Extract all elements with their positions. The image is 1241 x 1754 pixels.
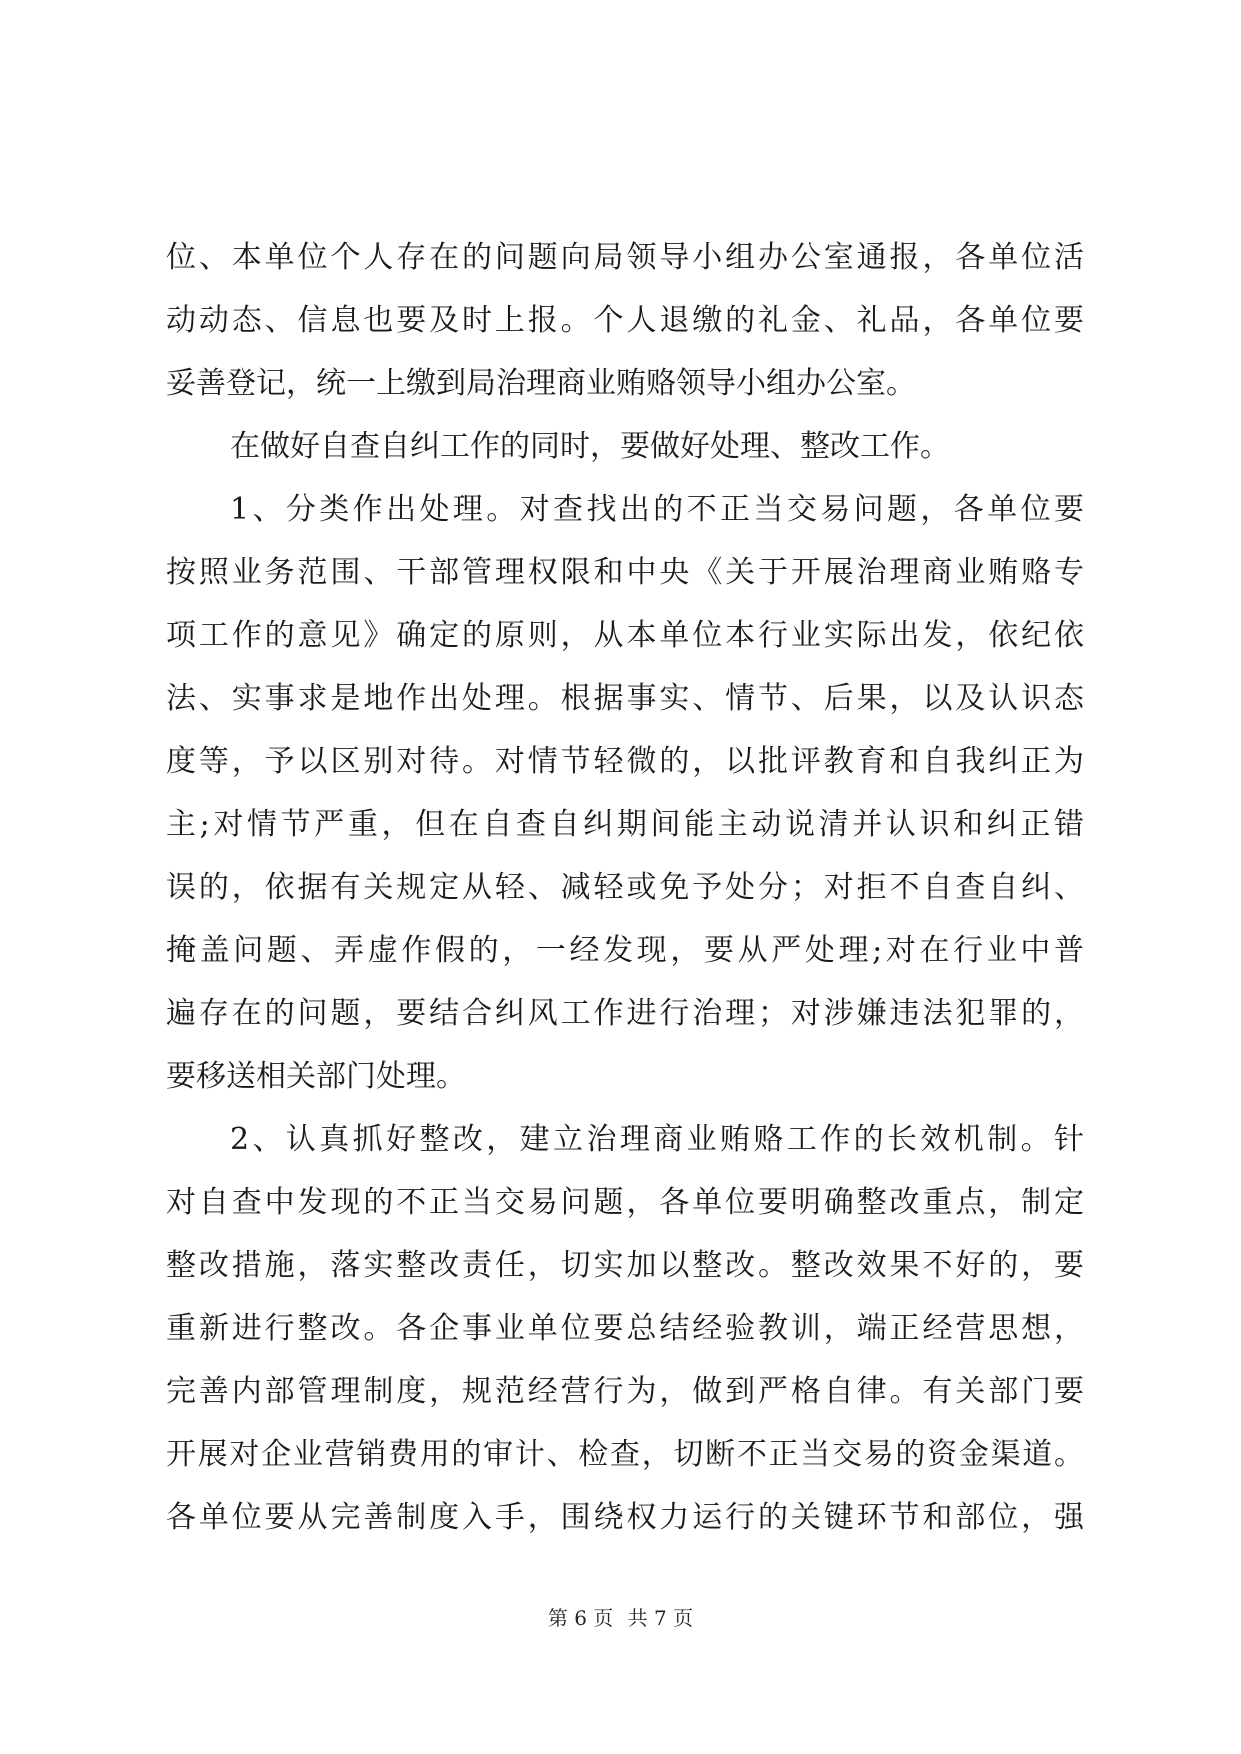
text-line: 动动态、信息也要及时上报。个人退缴的礼金、礼品，各单位要 xyxy=(166,303,1084,338)
paragraph-start-line: 1、分类作出处理。对查找出的不正当交易问题，各单位要 xyxy=(230,492,1084,527)
text-line: 对自查中发现的不正当交易问题，各单位要明确整改重点，制定 xyxy=(166,1185,1084,1220)
text-line: 开展对企业营销费用的审计、检查，切断不正当交易的资金渠道。 xyxy=(166,1437,1084,1472)
paragraph-start-line: 2、认真抓好整改，建立治理商业贿赂工作的长效机制。针 xyxy=(230,1122,1084,1157)
text-line: 遍存在的问题，要结合纠风工作进行治理；对涉嫌违法犯罪的， xyxy=(166,996,1084,1031)
page-number: 第 6 页 xyxy=(547,1606,614,1630)
text-line: 主;对情节严重，但在自查自纠期间能主动说清并认识和纠正错 xyxy=(166,807,1084,842)
text-line: 位、本单位个人存在的问题向局领导小组办公室通报，各单位活 xyxy=(166,240,1084,275)
text-line: 完善内部管理制度，规范经营行为，做到严格自律。有关部门要 xyxy=(166,1374,1084,1409)
page-total: 共 7 页 xyxy=(627,1606,694,1630)
text-line: 要移送相关部门处理。 xyxy=(166,1059,466,1094)
text-line: 项工作的意见》确定的原则，从本单位本行业实际出发，依纪依 xyxy=(166,618,1084,653)
document-body xyxy=(166,226,1084,1549)
paragraph-start-line: 在做好自查自纠工作的同时，要做好处理、整改工作。 xyxy=(230,429,950,464)
text-line: 掩盖问题、弄虚作假的，一经发现，要从严处理;对在行业中普 xyxy=(166,933,1084,968)
text-line: 度等，予以区别对待。对情节轻微的，以批评教育和自我纠正为 xyxy=(166,744,1084,779)
text-line: 法、实事求是地作出处理。根据事实、情节、后果，以及认识态 xyxy=(166,681,1084,716)
text-line: 妥善登记，统一上缴到局治理商业贿赂领导小组办公室。 xyxy=(166,366,916,401)
text-line: 按照业务范围、干部管理权限和中央《关于开展治理商业贿赂专 xyxy=(166,555,1084,590)
text-line: 重新进行整改。各企事业单位要总结经验教训，端正经营思想， xyxy=(166,1311,1084,1346)
text-line: 整改措施，落实整改责任，切实加以整改。整改效果不好的，要 xyxy=(166,1248,1084,1283)
page-footer xyxy=(0,1604,1241,1632)
text-line: 各单位要从完善制度入手，围绕权力运行的关键环节和部位，强 xyxy=(166,1500,1084,1535)
text-line: 误的，依据有关规定从轻、减轻或免予处分；对拒不自查自纠、 xyxy=(166,870,1084,905)
